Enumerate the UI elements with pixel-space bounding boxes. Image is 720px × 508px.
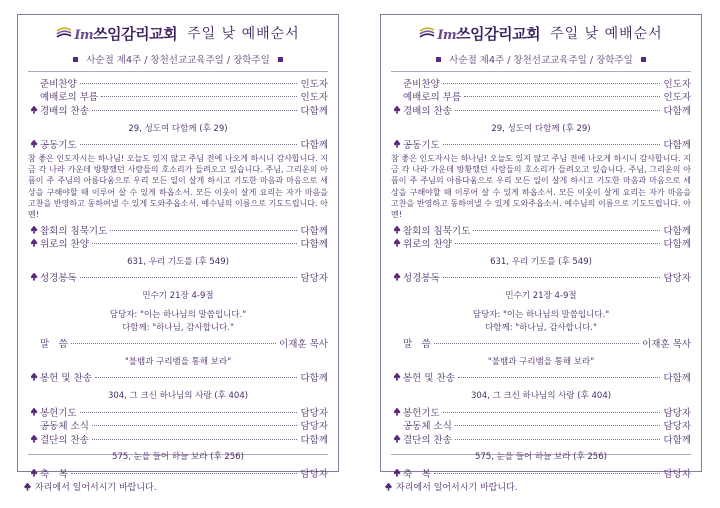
program-note: 304, 그 크신 하나님의 사랑 (후 404) [470, 391, 612, 401]
program-item-leader: 다함께 [300, 225, 328, 237]
program-item-leader: 다함께 [300, 434, 328, 446]
program-item [28, 418, 328, 431]
dotted-leader [455, 439, 661, 440]
program-item-leader: 인도자 [300, 78, 328, 90]
program-item [391, 466, 691, 479]
dotted-leader [92, 243, 298, 244]
program-item-label: 경배의 찬송 [403, 105, 452, 117]
program-item-leader: 다함께 [663, 105, 691, 117]
program-item-leader: 인도자 [300, 91, 328, 103]
marker [391, 373, 403, 381]
order-of-worship [28, 71, 328, 480]
program-item [391, 76, 691, 89]
dotted-leader [464, 96, 660, 97]
marker [391, 469, 403, 477]
subheader-text: 사순절 제4주 / 창천선교교육주일 / 장학주일 [86, 55, 270, 66]
header [381, 15, 701, 51]
dotted-leader [80, 83, 298, 84]
program-item [391, 370, 691, 383]
dotted-leader [455, 110, 661, 111]
header [18, 15, 338, 51]
square-bullet-icon [641, 57, 646, 62]
spade-icon [31, 106, 38, 114]
program-item-leader: 담당자 [300, 272, 328, 284]
marker [391, 239, 403, 247]
bulletin-panel-right [380, 14, 702, 480]
program-item-label: 성경봉독 [40, 272, 77, 284]
program-item-label: 공동체 소식 [403, 420, 452, 432]
program-item [391, 405, 691, 418]
program-note: 민수기 21장 4-9절 [142, 291, 214, 301]
dotted-leader [92, 425, 298, 426]
dotted-leader [110, 230, 297, 231]
square-bullet-icon [73, 57, 78, 62]
program-item-label: 결단의 찬송 [40, 434, 89, 446]
logo-name: 쓰임감리교회 [456, 24, 541, 43]
subheader-text: 사순절 제4주 / 창천선교교육주일 / 장학주일 [449, 55, 633, 66]
spade-icon [31, 140, 38, 148]
program-item [28, 236, 328, 249]
program-note: 575, 눈을 들어 하늘 보라 (후 256) [112, 452, 244, 462]
program-item-label: 준비찬양 [403, 78, 440, 90]
program-item-label: 공동체 소식 [40, 420, 89, 432]
program-item-label: 봉헌 및 찬송 [403, 372, 455, 384]
program-item [28, 432, 328, 445]
program-item [391, 137, 691, 150]
program-item-label: 말 씀 [40, 338, 68, 350]
dotted-leader [80, 144, 298, 145]
marker [28, 239, 40, 247]
program-item-leader: 담당자 [300, 407, 328, 419]
marker [28, 435, 40, 443]
program-item [391, 418, 691, 431]
program-item-label: 결단의 찬송 [403, 434, 452, 446]
program-note: 민수기 21장 4-9절 [505, 291, 577, 301]
dotted-leader [434, 343, 639, 344]
program-item-label: 봉헌 및 찬송 [40, 372, 92, 384]
program-item-label: 공동기도 [40, 139, 77, 151]
marker [391, 273, 403, 281]
spade-icon [394, 226, 401, 234]
dotted-leader [455, 243, 661, 244]
spade-icon [385, 483, 392, 491]
program-item [391, 236, 691, 249]
program-item-leader: 이재훈 목사 [279, 338, 328, 350]
dotted-leader [443, 277, 661, 278]
church-logo [56, 23, 177, 44]
marker [391, 140, 403, 148]
spade-icon [31, 239, 38, 247]
marker [391, 408, 403, 416]
church-logo [419, 23, 540, 44]
program-item-leader: 다함께 [300, 238, 328, 250]
marker [28, 140, 40, 148]
program-item-label: 참회의 침묵기도 [40, 225, 108, 237]
program-note: 304, 그 크신 하나님의 사랑 (후 404) [107, 391, 249, 401]
program-item-leader: 다함께 [663, 238, 691, 250]
program-item-label: 축 복 [403, 468, 431, 480]
footnote-text: 자리에서 일어서시기 바랍니다. [35, 483, 157, 493]
program-item [391, 223, 691, 236]
dotted-leader [443, 412, 661, 413]
program-item-leader: 다함께 [663, 225, 691, 237]
dotted-leader [458, 377, 661, 378]
program-item [391, 89, 691, 102]
spade-icon [31, 469, 38, 477]
marker [28, 226, 40, 234]
dotted-leader [101, 96, 297, 97]
subheader [381, 51, 701, 67]
spade-icon [394, 435, 401, 443]
unison-prayer-text: 참 좋은 인도자시는 하나님! 오늘도 있지 않고 주님 전에 나오게 하시니 감사합니다. 지금 각 나라 가운데 방황했던 사람들의 호소리가 들려오고 있습니다. 주님, 그리운의 아픔이 주 주님의 아름다움으로 우리 모든 일이 살게 하시고 기도한 마음과 마음으로 세상을 구해야할 때 이루어 살 수 있게 하옵소서. 모든 이웃이 살게 요리는 자가 마음을 고찬을 반영하고 동하여낼 수 있게 도와주옵소서. 예수님의 이름으로 기도드립니다. 아멘! [28, 154, 328, 220]
spade-icon [394, 408, 401, 416]
footnote-text: 자리에서 일어서시기 바랍니다. [396, 483, 518, 493]
dotted-leader [92, 110, 298, 111]
program-item-leader: 다함께 [300, 105, 328, 117]
spade-icon [31, 408, 38, 416]
program-item [391, 270, 691, 283]
program-item [391, 103, 691, 116]
program-item-leader: 인도자 [663, 91, 691, 103]
dotted-leader [473, 230, 660, 231]
program-item-leader: 다함께 [300, 372, 328, 384]
dotted-leader [443, 83, 661, 84]
program-item-label: 예배로의 부름 [403, 91, 462, 103]
program-note: 다함께: "하나님, 감사합니다." [122, 323, 234, 333]
program-item [391, 432, 691, 445]
dotted-leader [434, 473, 661, 474]
logo-text [437, 23, 540, 44]
logo-prefix: Im [437, 27, 457, 43]
program-item-label: 준비찬양 [40, 78, 77, 90]
marker [28, 408, 40, 416]
program-note: 담당자: "이는 하나님의 말씀입니다." [472, 310, 610, 320]
program-item [28, 103, 328, 116]
program-item [28, 466, 328, 479]
program-item [28, 223, 328, 236]
program-item-label: 위로의 찬양 [40, 238, 89, 250]
spade-icon [31, 226, 38, 234]
dotted-leader [71, 343, 276, 344]
program-note: 29, 성도여 다함께 (후 29) [491, 124, 591, 134]
program-item-label: 예배로의 부름 [40, 91, 99, 103]
spade-icon [31, 273, 38, 281]
program-item-leader: 다함께 [663, 434, 691, 446]
program-item [28, 89, 328, 102]
program-item-leader: 담당자 [663, 407, 691, 419]
logo-text [74, 23, 177, 44]
spade-icon [394, 373, 401, 381]
bulletin-panel-left [17, 14, 339, 480]
program-item-leader: 다함께 [300, 139, 328, 151]
service-title: 주일 낮 예배순서 [550, 26, 663, 42]
spade-icon [24, 483, 31, 491]
program-item-leader: 담당자 [300, 420, 328, 432]
marker [391, 106, 403, 114]
program-item-label: 경배의 찬송 [40, 105, 89, 117]
dotted-leader [80, 412, 298, 413]
program-item-label: 공동기도 [403, 139, 440, 151]
marker [391, 226, 403, 234]
program-item [28, 370, 328, 383]
program-item-leader: 담당자 [663, 272, 691, 284]
program-note: 29, 성도여 다함께 (후 29) [128, 124, 228, 134]
subheader [18, 51, 338, 67]
program-item-label: 참회의 침묵기도 [403, 225, 471, 237]
program-note: 631, 우리 기도를 (후 549) [490, 257, 592, 267]
dotted-leader [71, 473, 298, 474]
program-item [28, 76, 328, 89]
program-item-label: 위로의 찬양 [403, 238, 452, 250]
program-item [28, 137, 328, 150]
spade-icon [394, 273, 401, 281]
dotted-leader [92, 439, 298, 440]
spade-icon [394, 469, 401, 477]
program-note: 631, 우리 기도를 (후 549) [127, 257, 229, 267]
spade-icon [394, 239, 401, 247]
program-item-leader: 담당자 [663, 420, 691, 432]
program-item [28, 405, 328, 418]
program-item [391, 336, 691, 349]
program-item-leader: 담당자 [663, 468, 691, 480]
logo-swoosh-icon [56, 26, 72, 40]
program-note: "불뱀과 구리뱀을 통해 보라" [487, 357, 595, 367]
footnote [385, 480, 518, 493]
program-item-label: 봉헌기도 [403, 407, 440, 419]
square-bullet-icon [436, 57, 441, 62]
program-note: 575, 눈을 들어 하늘 보라 (후 256) [475, 452, 607, 462]
dotted-leader [95, 377, 298, 378]
program-item-leader: 다함께 [663, 372, 691, 384]
service-title: 주일 낮 예배순서 [187, 26, 300, 42]
program-item-label: 축 복 [40, 468, 68, 480]
order-of-worship [391, 71, 691, 480]
program-note: 다함께: "하나님, 감사합니다." [485, 323, 597, 333]
program-item-label: 성경봉독 [403, 272, 440, 284]
square-bullet-icon [278, 57, 283, 62]
dotted-leader [80, 277, 298, 278]
marker [28, 373, 40, 381]
footnote [24, 480, 157, 493]
marker [28, 106, 40, 114]
logo-swoosh-icon [419, 26, 435, 40]
program-item-leader: 인도자 [663, 78, 691, 90]
marker [28, 273, 40, 281]
logo-name: 쓰임감리교회 [93, 24, 178, 43]
program-item [28, 270, 328, 283]
logo-prefix: Im [74, 27, 94, 43]
program-item-leader: 이재훈 목사 [642, 338, 691, 350]
spade-icon [31, 373, 38, 381]
program-note: "불뱀과 구리뱀을 통해 보라" [124, 357, 232, 367]
program-note: 담당자: "이는 하나님의 말씀입니다." [109, 310, 247, 320]
program-item-leader: 담당자 [300, 468, 328, 480]
program-item-label: 봉헌기도 [40, 407, 77, 419]
unison-prayer-text: 참 좋은 인도자시는 하나님! 오늘도 있지 않고 주님 전에 나오게 하시니 감사합니다. 지금 각 나라 가운데 방황했던 사람들의 호소리가 들려오고 있습니다. 주님, 그리운의 아픔이 주 주님의 아름다움으로 우리 모든 일이 살게 하시고 기도한 마음과 마음으로 세상을 구해야할 때 이루어 살 수 있게 하옵소서. 모든 이웃이 살게 요리는 자가 마음을 고찬을 반영하고 동하여낼 수 있게 도와주옵소서. 예수님의 이름으로 기도드립니다. 아멘! [391, 154, 691, 220]
spade-icon [31, 435, 38, 443]
dotted-leader [455, 425, 661, 426]
dotted-leader [443, 144, 661, 145]
program-item-leader: 다함께 [663, 139, 691, 151]
spade-icon [394, 106, 401, 114]
program-item-label: 말 씀 [403, 338, 431, 350]
spade-icon [394, 140, 401, 148]
program-item [28, 336, 328, 349]
marker [28, 469, 40, 477]
marker [391, 435, 403, 443]
